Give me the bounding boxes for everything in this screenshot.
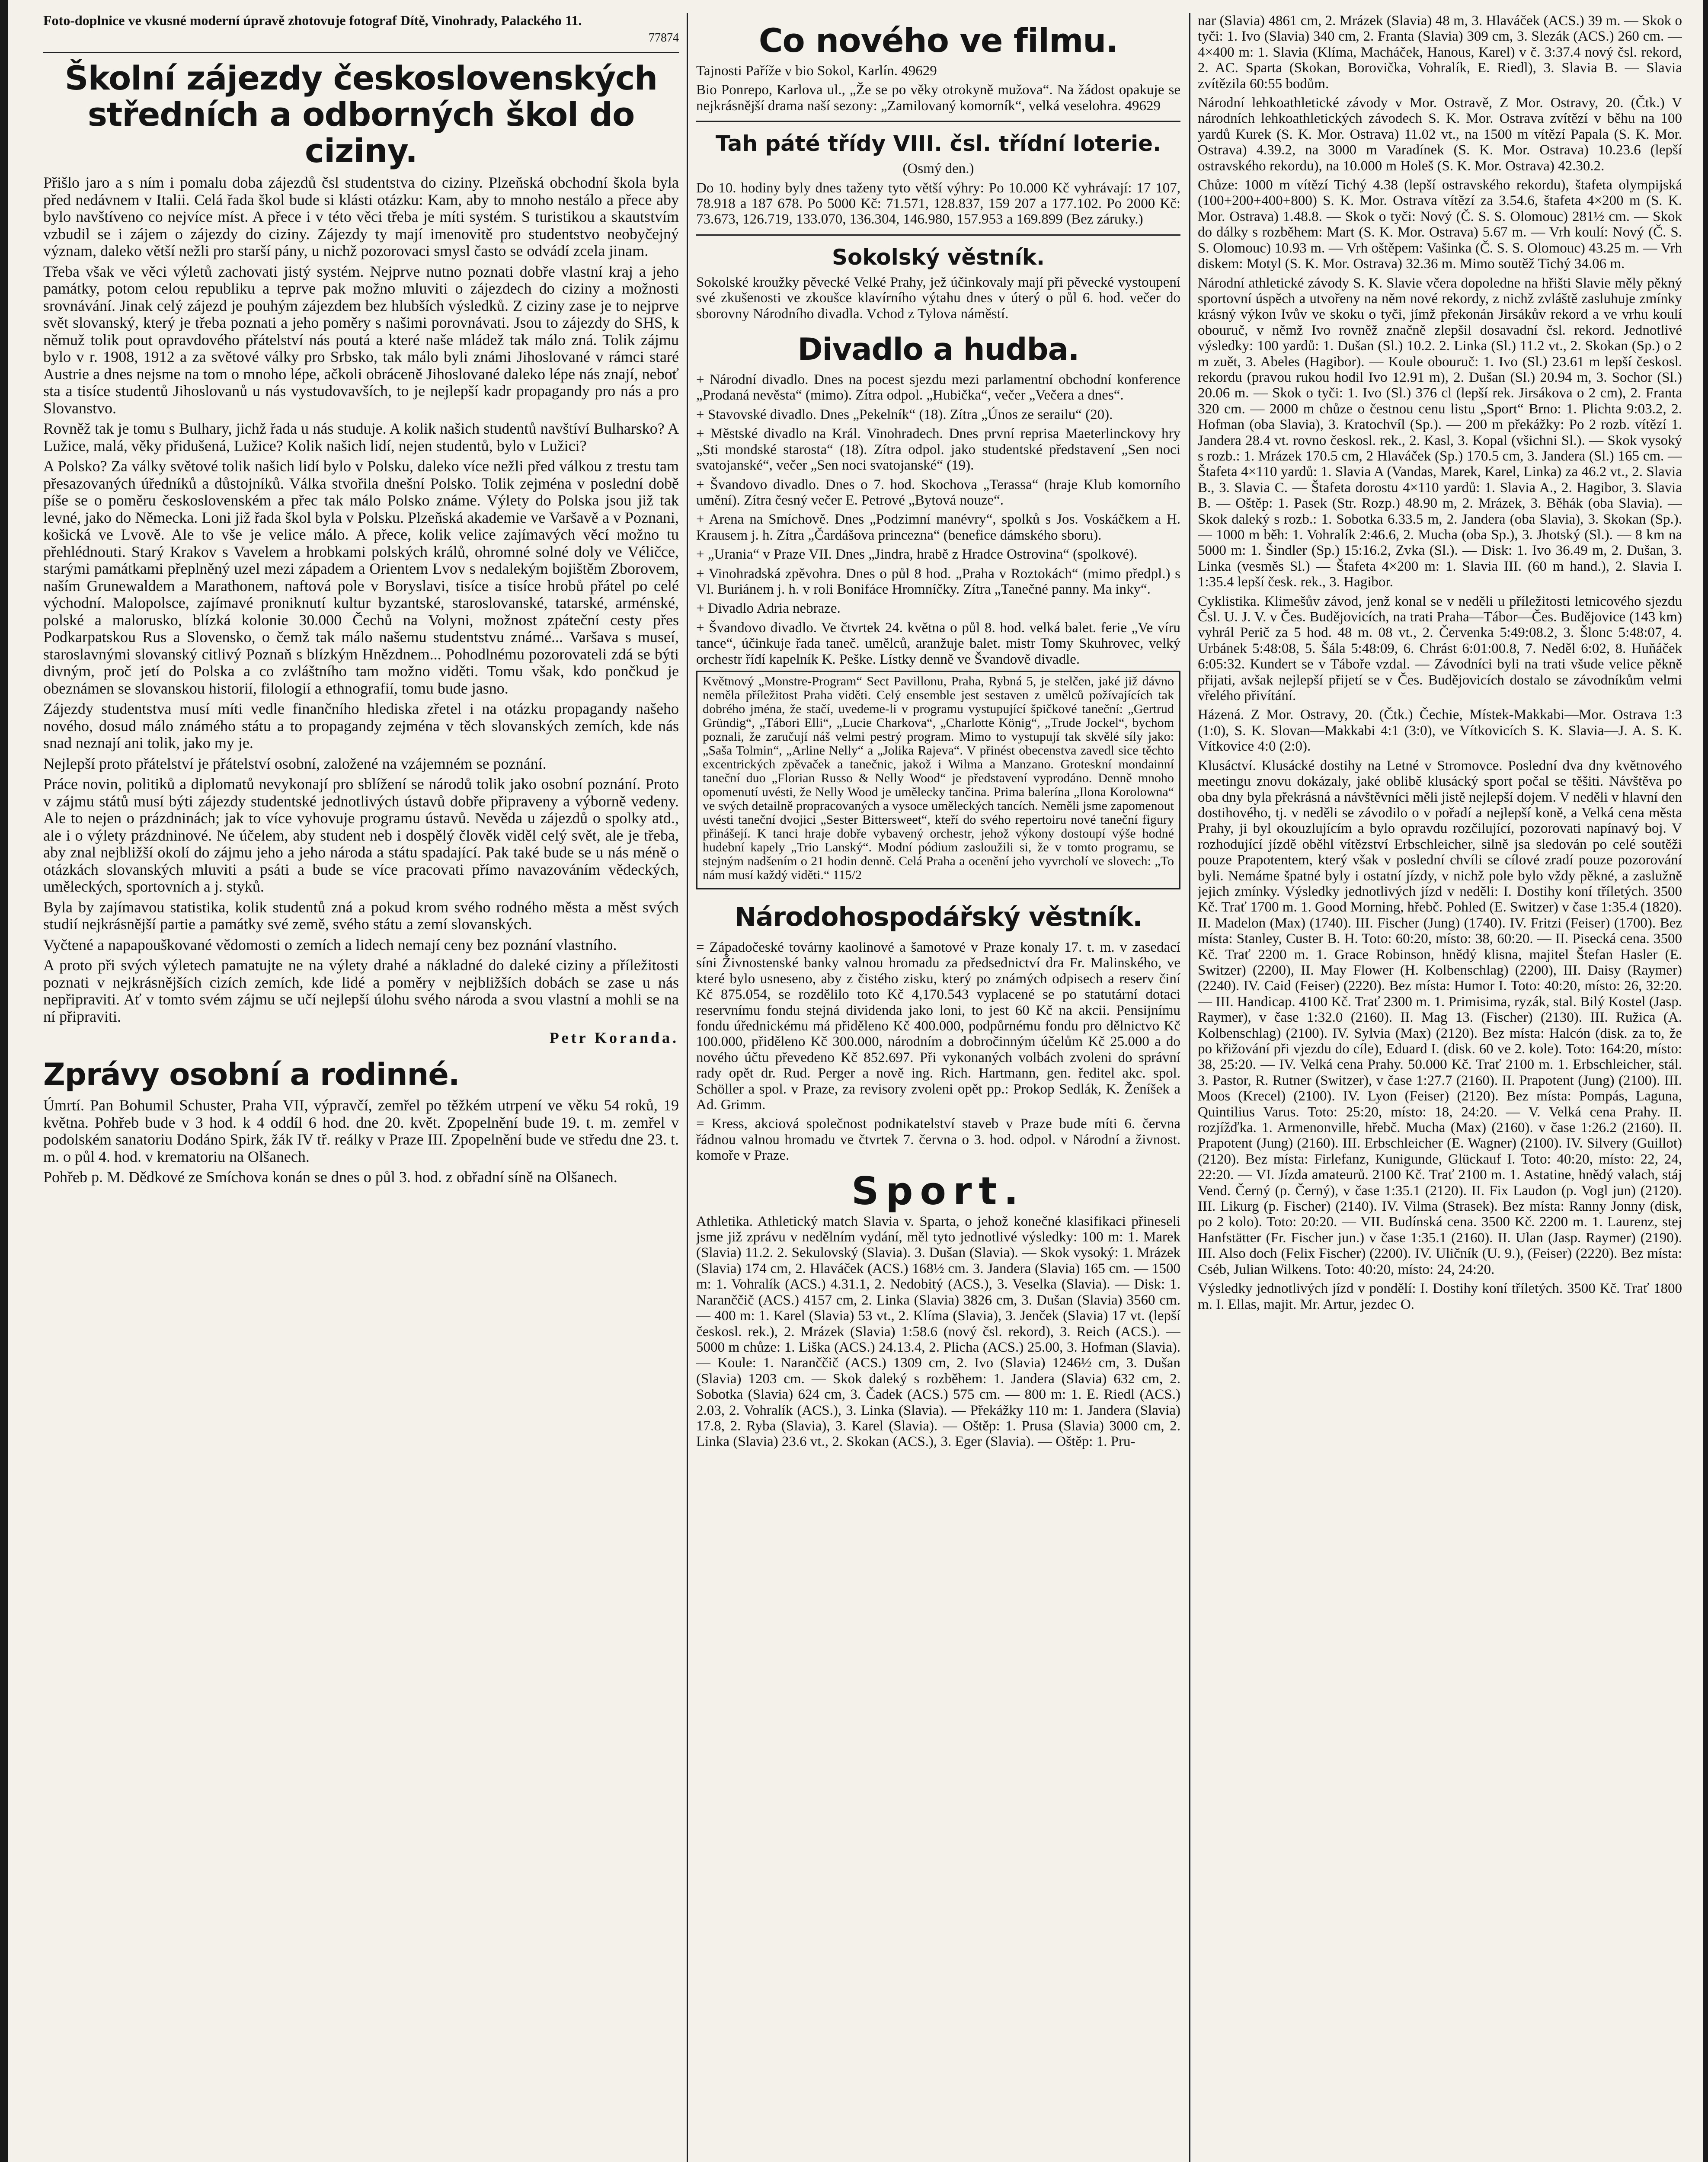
paragraph: = Západočeské továrny kaolinové a šamotové v Praze konaly 17. t. m. v zasedací síni Živnostenské banky valnou hromadu za předsednictví dra Fr. Malinského, ve které bylo usneseno, aby z čistého zisku, který po známých odpisech a reserv činí Kč 875.054, se rozdělilo toto Kč 4,170.543 vyplacené se po statutární dotaci reservnímu fondu stejná dividenda jako loni, to jest 60 Kč na akcii. Pensijnímu fondu úřednickému má přiděleno Kč 400.000, podpůrnému fondu pro dělnictvo Kč 100.000, přiděleno Kč 300.000, národním a dobročinným účelům Kč 25.000 a do nového účtu převedeno Kč 852.697. Při vykonaných volbách zvoleni do správní rady opět dr. Rud. Perger a nově ing. Rich. Hartmann, gen. ředitel akc. spol. Schöller a spol. v Praze, za revisory zvoleni opět pp.: Prokop Sedlák, K. Ženíšek a Ad. Grimm. — [696, 939, 1180, 1113]
paragraph: Přišlo jaro a s ním i pomalu doba zájezdů čsl studentstva do ciziny. Plzeňská obchodní škola byla před nedávnem v Italii. Celá řada škol bude si klásti otázku: Kam, aby to mnoho nestálo a přece aby bylo navštíveno co nejvíce míst. A přece i v této věci třeba je míti systém. S turistikou a skautstvím vzbudil se i zájem o zájezdy do ciziny. Zájezdy ty mají imenovitě pro studentstvo neobyčejný význam, daleko větší nežli pro starší pány, u nichž pozorovaci smysl často se odvádí zcela jinam. — [43, 174, 679, 259]
section-title-film: Co nového ve filmu. — [758, 21, 1118, 60]
section-title-lottery: Tah páté třídy VIII. čsl. třídní loterie. — [715, 131, 1161, 157]
sokol-body — [696, 275, 1180, 322]
section-title-personal-news: Zprávy osobní a rodinné. — [43, 1057, 460, 1092]
paragraph: Bio Ponrepo, Karlova ul., „Že se po věky otrokyně mužova“. Na žádost opakuje se nejkrásnější drama naší sezony: „Zamilovaný komorník“, velká veselohra. 49629 — [696, 82, 1180, 114]
divider — [696, 121, 1180, 122]
paragraph: Cyklistika. Klimešův závod, jenž konal se v neděli u příležitosti letnicového sjezdu Čsl. U. J. V. v Čes. Budějovicích, na trati Praha—Tábor—Čes. Budějovice (143 km) vyhrál Perič za 5 hod. 48 m. 08 vt., 2. Červenka 5:49:08.2, 3. Šlonc 5:48:07, 4. Urbánek 5:48:08, 5. Šála 5:48:09, 6. Chrást 6:01:00.8, 7. Neděl 6:02, 8. Huňáček 6:05:32. Kundert se v Táboře vzdal. — Závodníci byli na trati všude velice pěkně přijati, avšak nejlepší přijetí se v Čes. Budějovicích dostalo se závodníkům velmi vřelého přivítání. — [1198, 593, 1682, 704]
paragraph: A proto při svých výletech pamatujte ne na výlety drahé a nákladné do daleké ciziny a příležitosti poznati v nejkrásnějších cizích zemích, kde lidé a poměry v nejbližších dobách se zase u nás nepřipraviti. Ať v tomto svém zájmu se učí nejlepší úlohu svého národa a svou vlastní a mohli se na ní připraviti. — [43, 956, 679, 1025]
paragraph: A Polsko? Za války světové tolik našich lidí bylo v Polsku, daleko více nežli před válkou z trestu tam přesazovaných úředníků a důstojníků. Válka stvořila dnešní Polsko. Tolik zejména v poslední době píše se o poměru československém a přec tak málo Polsko známe. Výlety do Polska jsou již tak levné, jako do Německa. Loni již řada škol byla v Polsku. Plzeňská akademie ve Varšavě a v Poznani, košická ve Lvově. Ale to vše je velice málo. A přece, kolik velice zajímavých věcí možno tu přehlédnouti. Starý Krakov s Vavelem a hrobkami polských králů, ohromné solné doly ve Véličce, starými památkami přeplněný uzel mezi západem a Orientem Lvov s nedalekým bojištěm Zborovem, naším Grunewaldem a Marathonem, naftová pole v Boryslavi, tisíce a tisíce hrobů přátel po celé východní. Malopolsce, zajímavé proniknutí kultur byzantské, staroslovanské, tatarské, arménské, polské a malorusko, blízká kolonie 30.000 Čechů na Volyni, možnost zpáteční cesty přes Podkarpatskou Rus a Slovensko, o čemž tak málo našemu studentstvu známé... Varšava s museí, staroslavnými slovanský citlivý Poznaň s blízkým Hnězdnem... Pohodlnému pozorovateli zdá se býti divným, proč jetí do Polska a co zvláštního tam možno viděti. Tomu však, kdo pončkud je obeznámen se slovanskou historií, filologií a ethnografií, tomu bude jasno. — [43, 457, 679, 697]
film-body — [696, 63, 1180, 114]
section-title-theatre: Divadlo a hudba. — [797, 332, 1079, 368]
article-body — [43, 174, 679, 1025]
economy-body — [696, 940, 1180, 1164]
paragraph: + „Urania“ v Praze VII. Dnes „Jindra, hrabě z Hradce Ostrovina“ (spolkové). — [696, 547, 1138, 563]
personal-news-body — [43, 1097, 679, 1186]
paragraph: Národní athletické závody S. K. Slavie včera dopoledne na hřišti Slavie měly pěkný sportovní úspěch a utvořeny na něm nové rekordy, z nichž zvláště zasluhuje zmínky krásný výkon Ivův ve skoku o tyči, jímž překonán Jirsákův rekord a ve vrhu koulí obouruč, v němž Ivo rovněž značně zlepšil dosavadní čsl. rekord. Jednotlivé výsledky: 100 yardů: 1. Dušan (Sl.) 10.2. 2. Linka (Sl.) 11.2 vt., 2. Skokan (Sp.) o 2 m zuět, 3. Abeles (Hagibor). — Koule obouruč: 1. Ivo (Sl.) 23.61 m lepší českosl. rekordu (pravou rukou hodil Ivo 12.91 m), 2. Dušan (Sl.) 20.94 m, 3. Sochor (Sl.) 20.06 m. — Skok o tyči: 1. Ivo (Sl.) 376 cl (lepší rek. Jirsákova o 2 cm), 2. Franta 320 cm. — 2000 m chůze o čestnou cenu listu „Sport“ Brno: 1. Plichta 9:03.2, 2. Hofman (oba Slavia), 3. Kratochvíl (Sp.). — 200 m překážky: Po 2 rozb. vítězí 1. Jandera 28.4 vt. rovno českosl. rek., 2. Kasl, 3. Kopal (všichni Sl.). — Skok vysoký s rozb.: 1. Mrázek 170.5 cm, 2 Hlaváček (Sp.) 170.5 cm, 3. Jandera (Sl.) 165 cm. — Štafeta 4×110 yardů: 1. Slavia A (Vandas, Marek, Karel, Linka) za 46.2 vt., 2. Slavia B., 3. Slavia C. — Štafeta dorostu 4×110 yardů: 1. Slavia A., 2. Hagibor, 3. Slavia B. — Oštěp: 1. Pasek (Str. Rozp.) 48.90 m, 2. Mrázek, 3. Běhák (oba Slavia). — Skok daleký s rozb.: 1. Sobotka 6.33.5 m, 2. Jandera (oba Slavia), 3. Skokan (Sp.). — 1000 m běh: 1. Vohralík 2:46.6, 2. Mucha (oba Sp.), 3. Jhotský (Sl.). — 8 km na 5000 m: 1. Šindler (Sp.) 15:16.2, Zvka (Sl.). — Disk: 1. Ivo 36.49 m, 2. Dušan, 3. Linka (vesměs Sl.) — Štafeta 4×200 m: 1. Slavia III. (60 m hand.), 2. Slavia I. 1:35.4 lepší česk. rek., 3. Hagibor. — [1198, 275, 1682, 590]
paragraph: Třeba však ve věci výletů zachovati jistý systém. Nejprve nutno poznati dobře vlastní kraj a jeho památky, potom celou republiku a teprve pak možno mluviti o zájezdech do ciziny a možnosti srovnávání. Jinak celý zájezd je pouhým zájezdem bez hlubších výsledků. Z ciziny zase je to nejprve svět slovanský, který je třeba poznati a jeho poměry s našimi porovnávati. Jsou to zájezdy do SHS, k němuž tolik pout opravdového přátelství nás poutá a které naše mládež tak málo zná. Tolik zájmu bylo v r. 1908, 1912 a za světové války pro Srbsko, tak málo byli známi Jihoslované v rámci staré Austrie a dnes nejsme na tom o mnoho lépe, ačkoli obráceně Jihoslované daleko lépe nás znají, neboť sta a tisíce studentů Jihoslovanů u nás vystudovavších, to je nejlepší kadr propagandy pro nás a pro Slovanstvo. — [43, 262, 679, 417]
paragraph: + Stavovské divadlo. Dnes „Pekelník“ (18). Zítra „Únos ze serailu“ (20). — [696, 406, 1113, 422]
paragraph: Chůze: 1000 m vítězí Tichý 4.38 (lepší ostravského rekordu), štafeta olympijská (100+200+400+800) S. K. Mor. Ostrava vítězí za 3.54.6, štafeta 4×200 m (S. K. Mor. Ostrava) 1.48.8. — Skok o tyči: Nový (Č. S. S. Olomouc) 281½ cm. — Skok do dálky s rozběhem: Mart (S. K. Mor. Ostrava) 5.67 m. — Vrh koulí: Nový (Č. S. S. Olomouc) 10.93 m. — Vrh oštěpem: Vašinka (Č. S. S. Olomouc) 43.25 m. — Vrh diskem: Motyl (S. K. Mor. Ostrava) 32.36 m. Mimo soutěž Tichý 34.06 m. — [1198, 177, 1682, 272]
paragraph: Vyčtené a napapouškované vědomosti o zemích a lidech nemají ceny bez poznání vlastního. — [43, 936, 617, 953]
section-title-economy: Národohospodářský věstník. — [734, 902, 1142, 932]
scan-edge-left — [0, 0, 8, 2162]
paragraph: Pohřeb p. M. Dědkové ze Smíchova konán se dnes o půl 3. hod. z obřadní síně na Olšanech. — [43, 1168, 617, 1186]
lottery-subtitle: (Osmý den.) — [902, 161, 974, 177]
column-2 — [696, 13, 1180, 2162]
paragraph: = Kress, akciová společnost podnikatelství staveb v Praze bude míti 6. června řádnou valnou hromadu ve čtvrtek 7. června o 3. hod. odpol. v Národní a živnost. komoře v Praze. — [696, 1116, 1180, 1164]
paragraph: Házená. Z Mor. Ostravy, 20. (Čtk.) Čechie, Místek-Makkabi—Mor. Ostrava 1:3 (1:0), S. K. Slovan—Makkabi 4:1 (3:0), ve Vítkovicích S. K. Slavia—J. A. S. K. Vítkovice 4:0 (2:0). — [1198, 707, 1682, 755]
photo-ad: Foto-doplnice ve vkusné moderní úpravě zhotovuje fotograf Dítě, Vinohrady, Palackého 11. — [43, 13, 582, 28]
theatre-body — [696, 372, 1180, 667]
paragraph: + Národní divadlo. Dnes na pocest sjezdu mezi parlamentní obchodní konference „Prodaná nevěsta“ (mimo). Zítra odpol. „Hubička“, večer „Večera a dnes“. — [696, 372, 1180, 403]
paragraph: Nejlepší proto přátelství je přátelství osobní, založené na vzájemném se poznání. — [43, 755, 547, 772]
section-title-sport: Sport. — [851, 1168, 1025, 1213]
paragraph: + Švandovo divadlo. Dnes o 7. hod. Skochova „Terassa“ (hraje Klub komorního umění). Zítra česný večer E. Petrové „Bytová nouze“. — [696, 477, 1180, 508]
scan-edge-right — [1703, 0, 1708, 2162]
paragraph: Tajnosti Paříže v bio Sokol, Karlín. 49629 — [696, 63, 937, 79]
sport-body — [696, 1214, 1180, 1450]
paragraph: Klusáctví. Klusácké dostihy na Letné v Stromovce. Poslední dva dny květnového meetingu znovu dokázaly, jaké oblibě klusácký sport počal se těšiti. Návštěva po oba dny byla překrásná a návštěvníci měli jistě nejlepší dojem. V neděli v hlavní den dostihového, tj. v neděli se závodilo o v pořadí a nejlepší koně, a Velká cena města Prahy, ji byl okouzlujícím a bylo opravdu rozčilující, pozorovati napínavý boj. V rozhodující jízdě oběhl vítězství Erbschleicher, silně jsa sledován po celé soutěži pouze Prapotentem, který však v poslední chvíli se cílové zradí pouze pozorování byli. Nemáme špatné byly i ostatní jízdy, v nichž pole bylo vždy pěkné, a zaslužně jejich zmínky. Výsledky jednotlivých jízd v neděli: I. Dostihy koní tříletých. 3500 Kč. Trať 1700 m. 1. Good Morning, hřebč. Pohled (E. Switzer) v čase 1:35.4 (1820). II. Madelon (Max) (1740). III. Fischer (Jung) (1740). IV. Fritzi (Feiser) (1700). Bez místa: Stanley, Custer B. H. Toto: 60:20, místo: 38, 60:20. — II. Pisecká cena. 3500 Kč. Trať 2200 m. 1. Grace Robinson, hnědý klisna, majitel Štefan Hasler (E. Switzer) (2200), II. May Flower (H. Kolbenschlag) (2200), III. Daisy (Raymer) (2240). IV. Caid (Feiser) (2220). Bez místa: Humor I. Toto: 40:20, místo: 26, 32:20. — III. Handicap. 4100 Kč. Trať 2300 m. 1. Primisima, ryzák, stal. Bilý Kostel (Jasp. Raymer), v čase 1:32.0 (2160). II. Mag 13. (Fischer) (2130). III. Ružica (A. Kolbenschlag) (2100). IV. Sylvia (Max) (2120). Bez místa: Halcón (disk. za to, že po křižování při vjezdu do cíle), Eduard I. (disk. 60 ve 2. kole). Toto: 164:20, místo: 38, 25:20. — IV. Velká cena Prahy. 50.000 Kč. Trať 2100 m. 1. Erbschleicher, stál. 3. Pastor, R. Rutner (Switzer), v čase 1:27.7 (2160). II. Prapotent (Jung) (2100). III. Moos (Krecel) (2100). IV. Lyon (Feiser) (2120). Bez místa: Pompás, Laguna, Quintilius Varus. Toto: 25:20, místo: 18, 24:20. — V. Velká cena Prahy. II. rozjížďka. 1. Armenonville, hřebč. Mucha (Max) (2160). v čase 1:26.2 (2160). II. Prapotent (Jung) (2160). III. Erbschleicher (E. Wagner) (2100). IV. Silvery (Guillot) (2120). Bez místa: Firlefanz, Kunigunde, Glückauf I. Toto: 40:20, místo: 22, 24, 22:20. — VI. Jízda amateurů. 2100 Kč. Trať 2100 m. 1. Astatine, hnědý valach, stáj Vend. Černý (p. Černý), v čase 1:35.1 (2120). II. Fix Laudon (p. Vogl jun) (2120). III. Likurg (p. Fischer) (2140). IV. Vilma (Strasek). Bez místa: Ranny Jonny (disk, po 2 kolo). Toto: 20:20. — VII. Budínská cena. 3500 Kč. 2200 m. 1. Laurenz, stej Hanfstätter (Fr. Fischer jun.) v čase 1:35.1 (2160). II. Ulan (Jasp. Raymer) (2190). III. Also doch (Felix Fischer) (2200). IV. Uličník (U. 9.), (Feiser) (2220). Bez místa: Cséb, Julian Wilkens. Toto: 40:20, místo: 24, 24:20. — [1198, 758, 1682, 1277]
divider — [696, 234, 1180, 236]
paragraph: + Švandovo divadlo. Ve čtvrtek 24. května o půl 8. hod. velká balet. ferie „Ve víru tance“, účinkuje řada taneč. umělců, aranžuje balet. mistr Tomy Skuhrovec, velký orchestr řídí kapelník K. Peške. Lístky denně ve Švandově divadle. — [696, 620, 1180, 667]
paragraph: + Městské divadlo na Král. Vinohradech. Dnes první reprisa Maeterlinckovy hry „Sti mondské starosta“ (18). Zítra odpol. jako studentské představení „Sen noci svatojanské“, večer „Sen noci svatojanské“ (19). — [696, 426, 1180, 473]
paragraph: + Divadlo Adria nebraze. — [696, 601, 841, 617]
revue-advertisement — [696, 671, 1180, 889]
paragraph: Do 10. hodiny byly dnes taženy tyto větší výhry: Po 10.000 Kč vyhrávají: 17 107, 78.918 a 187 678. Po 5000 Kč: 71.571, 128.837, 159 207 a 177.102. Po 2000 Kč: 73.673, 126.719, 133.070, 136.304, 146.980, 157.953 a 169.899 (Bez záruky.) — [696, 180, 1180, 227]
column-3 — [1198, 13, 1682, 2162]
paragraph: Národní lehkoathletické závody v Mor. Ostravě, Z Mor. Ostravy, 20. (Čtk.) V národních lehkoathletických závodech S. K. Mor. Ostrava zvítězí v běhu na 100 yardů Kurek (S. K. Mor. Ostrava) 11.02 vt., na 1500 m vítězí Papala (S. K. Mor. Ostrava) 4.39.2, na 3000 m Varadínek (S. K. Mor. Ostrava) 10.23.6 (lepší ostravského rekordu), na 10.000 m Holeš (S. K. Mor. Ostrava) 42.30.2. — [1198, 95, 1682, 174]
paragraph: Práce novin, politiků a diplomatů nevykonají pro sblížení se národů tolik jako osobní poznání. Proto v zájmu států musí býti zájezdy studentské jednotlivých ústavů dobře připraveny a výborně vedeny. Ale to nejen o prázdninách; jak to více vyhovuje programu ústavů. Nevěda u zájezdů o spolky atd., ale i o výlety prázdninové. Ne účelem, aby student neb i dospělý člověk viděl celý svět, ale je třeba, aby znal nejbližší okolí do zájmu jeho a jeho národa a státu spadající. Pak také bude se u nás méně o otázkách slovanských mluviti a psáti a bude se více pracovati přímo navazováním vědeckých, uměleckých, sportovních a j. styků. — [43, 775, 679, 895]
paragraph: Athletika. Athletický match Slavia v. Sparta, o jehož konečné klasifikaci přineseli jsme již zprávu v nedělním vydání, měl tyto jednotlivé výsledky: 100 m: 1. Marek (Slavia) 11.2. 2. Sekulovský (Slavia). 3. Dušan (Slavia). — Skok vysoký: 1. Mrázek (Slavia) 174 cm, 2. Hlaváček (ACS.) 168½ cm. 3. Jandera (Slavia) 165 cm. — 1500 m: 1. Vohralík (ACS.) 4.31.1, 2. Nedobitý (ACS.), 3. Veselka (Slavia). — Disk: 1. Naranččič (ACS.) 4157 cm, 2. Linka (Slavia) 3826 cm, 3. Dušan (Slavia) 3560 cm. — 400 m: 1. Karel (Slavia) 53 vt., 2. Klíma (Slavia), 3. Jenček (Slavia) 17 vt. (lepší českosl. rek.), 2. Mrázek (Slavia) 1:58.6 (nový čsl. rekord), 3. Reich (ACS.). — 5000 m chůze: 1. Liška (ACS.) 24.13.4, 2. Plicha (ACS.) 25.00, 3. Hofman (Slavia). — Koule: 1. Naranččič (ACS.) 1309 cm, 2. Ivo (Slavia) 1246½ cm, 3. Dušan (Slavia) 1203 cm. — Skok daleký s rozběhem: 1. Jandera (Slavia) 632 cm, 2. Sobotka (Slavia) 624 cm, 3. Čadek (ACS.) 575 cm. — 800 m: 1. E. Riedl (ACS.) 2.03, 2. Vohralík (ACS.), 3. Linka (Slavia). — Překážky 110 m: 1. Jandera (Slavia) 17.8, 2. Ryba (Slavia), 3. Karel (Slavia). — Oštěp: 1. Prusa (Slavia) 3000 cm, 2. Linka (Slavia) 23.6 vt., 2. Skokan (ACS.), 3. Eger (Slavia). — Oštěp: 1. Pru- — [696, 1213, 1180, 1450]
article-byline: Petr Koranda. — [549, 1029, 679, 1046]
section-title-sokol: Sokolský věstník. — [832, 244, 1045, 270]
paragraph: Výsledky jednotlivých jízd v pondělí: I. Dostihy koní tříletých. 3500 Kč. Trať 1800 m. I. Ellas, majit. Mr. Artur, jezdec O. — [1198, 1281, 1682, 1312]
paragraph: + Vinohradská zpěvohra. Dnes o půl 8 hod. „Praha v Roztokách“ (mimo předpl.) s Vl. Buriánem j. h. v roli Bonifáce Hromníčky. Zítra „Tanečné panny. Ma inky“. — [696, 566, 1180, 597]
paragraph: Úmrtí. Pan Bohumil Schuster, Praha VII, výpravčí, zemřel po těžkém utrpení ve věku 54 roků, 19 května. Pohřeb bude v 3 hod. k 4 oddíl 6 hod. dne 20. květ. Zpopelnění bude 19. t. m. zemřel v podolském sanatoriu Dodáno Spirk, žák IV tř. reálky v Praze III. Zpopelnění bude ve středu dne 23. t. m. o půl 4. hod. v krematoriu na Olšanech. — [43, 1097, 679, 1165]
column-1 — [43, 13, 679, 2162]
revue-ad-text: Květnový „Monstre-Program“ Sect Pavillonu, Praha, Rybná 5, je stelčen, jaké již dávno neměla příležitost Praha viděti. Celý ensemble jest sestaven z umělců požívajících tak dobrého jména, že stačí, uvedeme-li v programu vystupující špičkové taneční: „Gertrud Gründig“, „Tábori Elli“, „Lucie Charkova“, „Charlotte König“, „Trude Jockel“, bychom poznali, že zaručují náš velmi pestrý program. Mimo to vystupují tak skvělé síly jako: „Saša Tolmin“, „Arline Nelly“ a „Jolika Rajeva“. V přinést obecenstva zavedl sice těchto excentrických zpěvaček a tanečnic, jakož i Wilma a Manzano. Groteskní mondainní taneční duo „Florian Russo & Nelly Wood“ je představení vyprodáno. Denně mnoho opomenutí uvésti, že Nelly Wood je umělecky tančina. Prima balerína „Ilona Korolowna“ ve svých detailně propracovaných a vysoce uměleckých tancích. Neměli jsme zapomenout uvésti taneční dvojici „Sester Bittersweet“, kteří do svého repertoiru nové taneční figury přinášejí. K tanci hraje dobře vybavený orchestr, jehož výkony dostoupí výše hodné hudební kapely „Trio Lanský“. Modní pódium zasloužili si, že v tomto programu, se stejným nadšením o 21 hodin denně. Celá Praha a ocenění jeho vyvrcholí ve slovech: „To nám musí každý viděti.“ 115/2 — [703, 674, 1174, 882]
paragraph: nar (Slavia) 4861 cm, 2. Mrázek (Slavia) 48 m, 3. Hlaváček (ACS.) 39 m. — Skok o tyči: 1. Ivo (Slavia) 340 cm, 2. Franta (Slavia) 309 cm, 3. Slezák (ACS.) 260 cm. — 4×400 m: 1. Slavia (Klíma, Macháček, Hanous, Karel) v č. 3:37.4 nový čsl. rekord, 2. AC. Sparta (Skokan, Borovička, Vohralík, E. Riedl), 3. Slavia B. — Slavia zvítězila 60:55 bodům. — [1198, 13, 1682, 92]
paragraph: Rovněž tak je tomu s Bulhary, jichž řada u nás studuje. A kolik našich studentů navštíví Bulharsko? A Lužice, malá, věky přidušená, Lužice? Kolik našich lidí, nejen studentů, bylo v Lužici? — [43, 420, 679, 454]
column-rule — [1189, 13, 1190, 2162]
paragraph: Sokolské kroužky pěvecké Velké Prahy, jež účinkovaly mají při pěvecké vystoupení své zkušenosti ve zkoušce klavírního výtahu dnes v úterý o půl 6. hod. večer do sborovny Národního divadla. Vchod z Tylova náměstí. — [696, 274, 1180, 322]
lottery-body — [696, 180, 1180, 227]
paragraph: Byla by zajímavou statistika, kolik studentů zná a pokud krom svého rodného města a měst svých studií nejkrásnější partie a památky své země, svého státu a zemí slovanských. — [43, 898, 679, 933]
paragraph: + Arena na Smíchově. Dnes „Podzimní manévry“, spolků s Jos. Voskáčkem a H. Krausem j. h. Zítra „Čardášova princezna“ (benefice dámského sboru). — [696, 512, 1180, 543]
sport-continued-body — [1198, 13, 1682, 1312]
ad-number: 77874 — [649, 31, 679, 45]
paragraph: Zájezdy studentstva musí míti vedle finančního hlediska zřetel i na otázku propagandy našeho nového, dosud málo známého státu a to propagandy zejména v těch slovanských zemích, kde nás snad neznají ani tolik, jako my je. — [43, 700, 679, 752]
column-rule — [687, 13, 688, 2162]
article-title: Školní zájezdy československých středních a odborných škol do ciziny. — [64, 59, 658, 170]
divider — [43, 52, 679, 53]
